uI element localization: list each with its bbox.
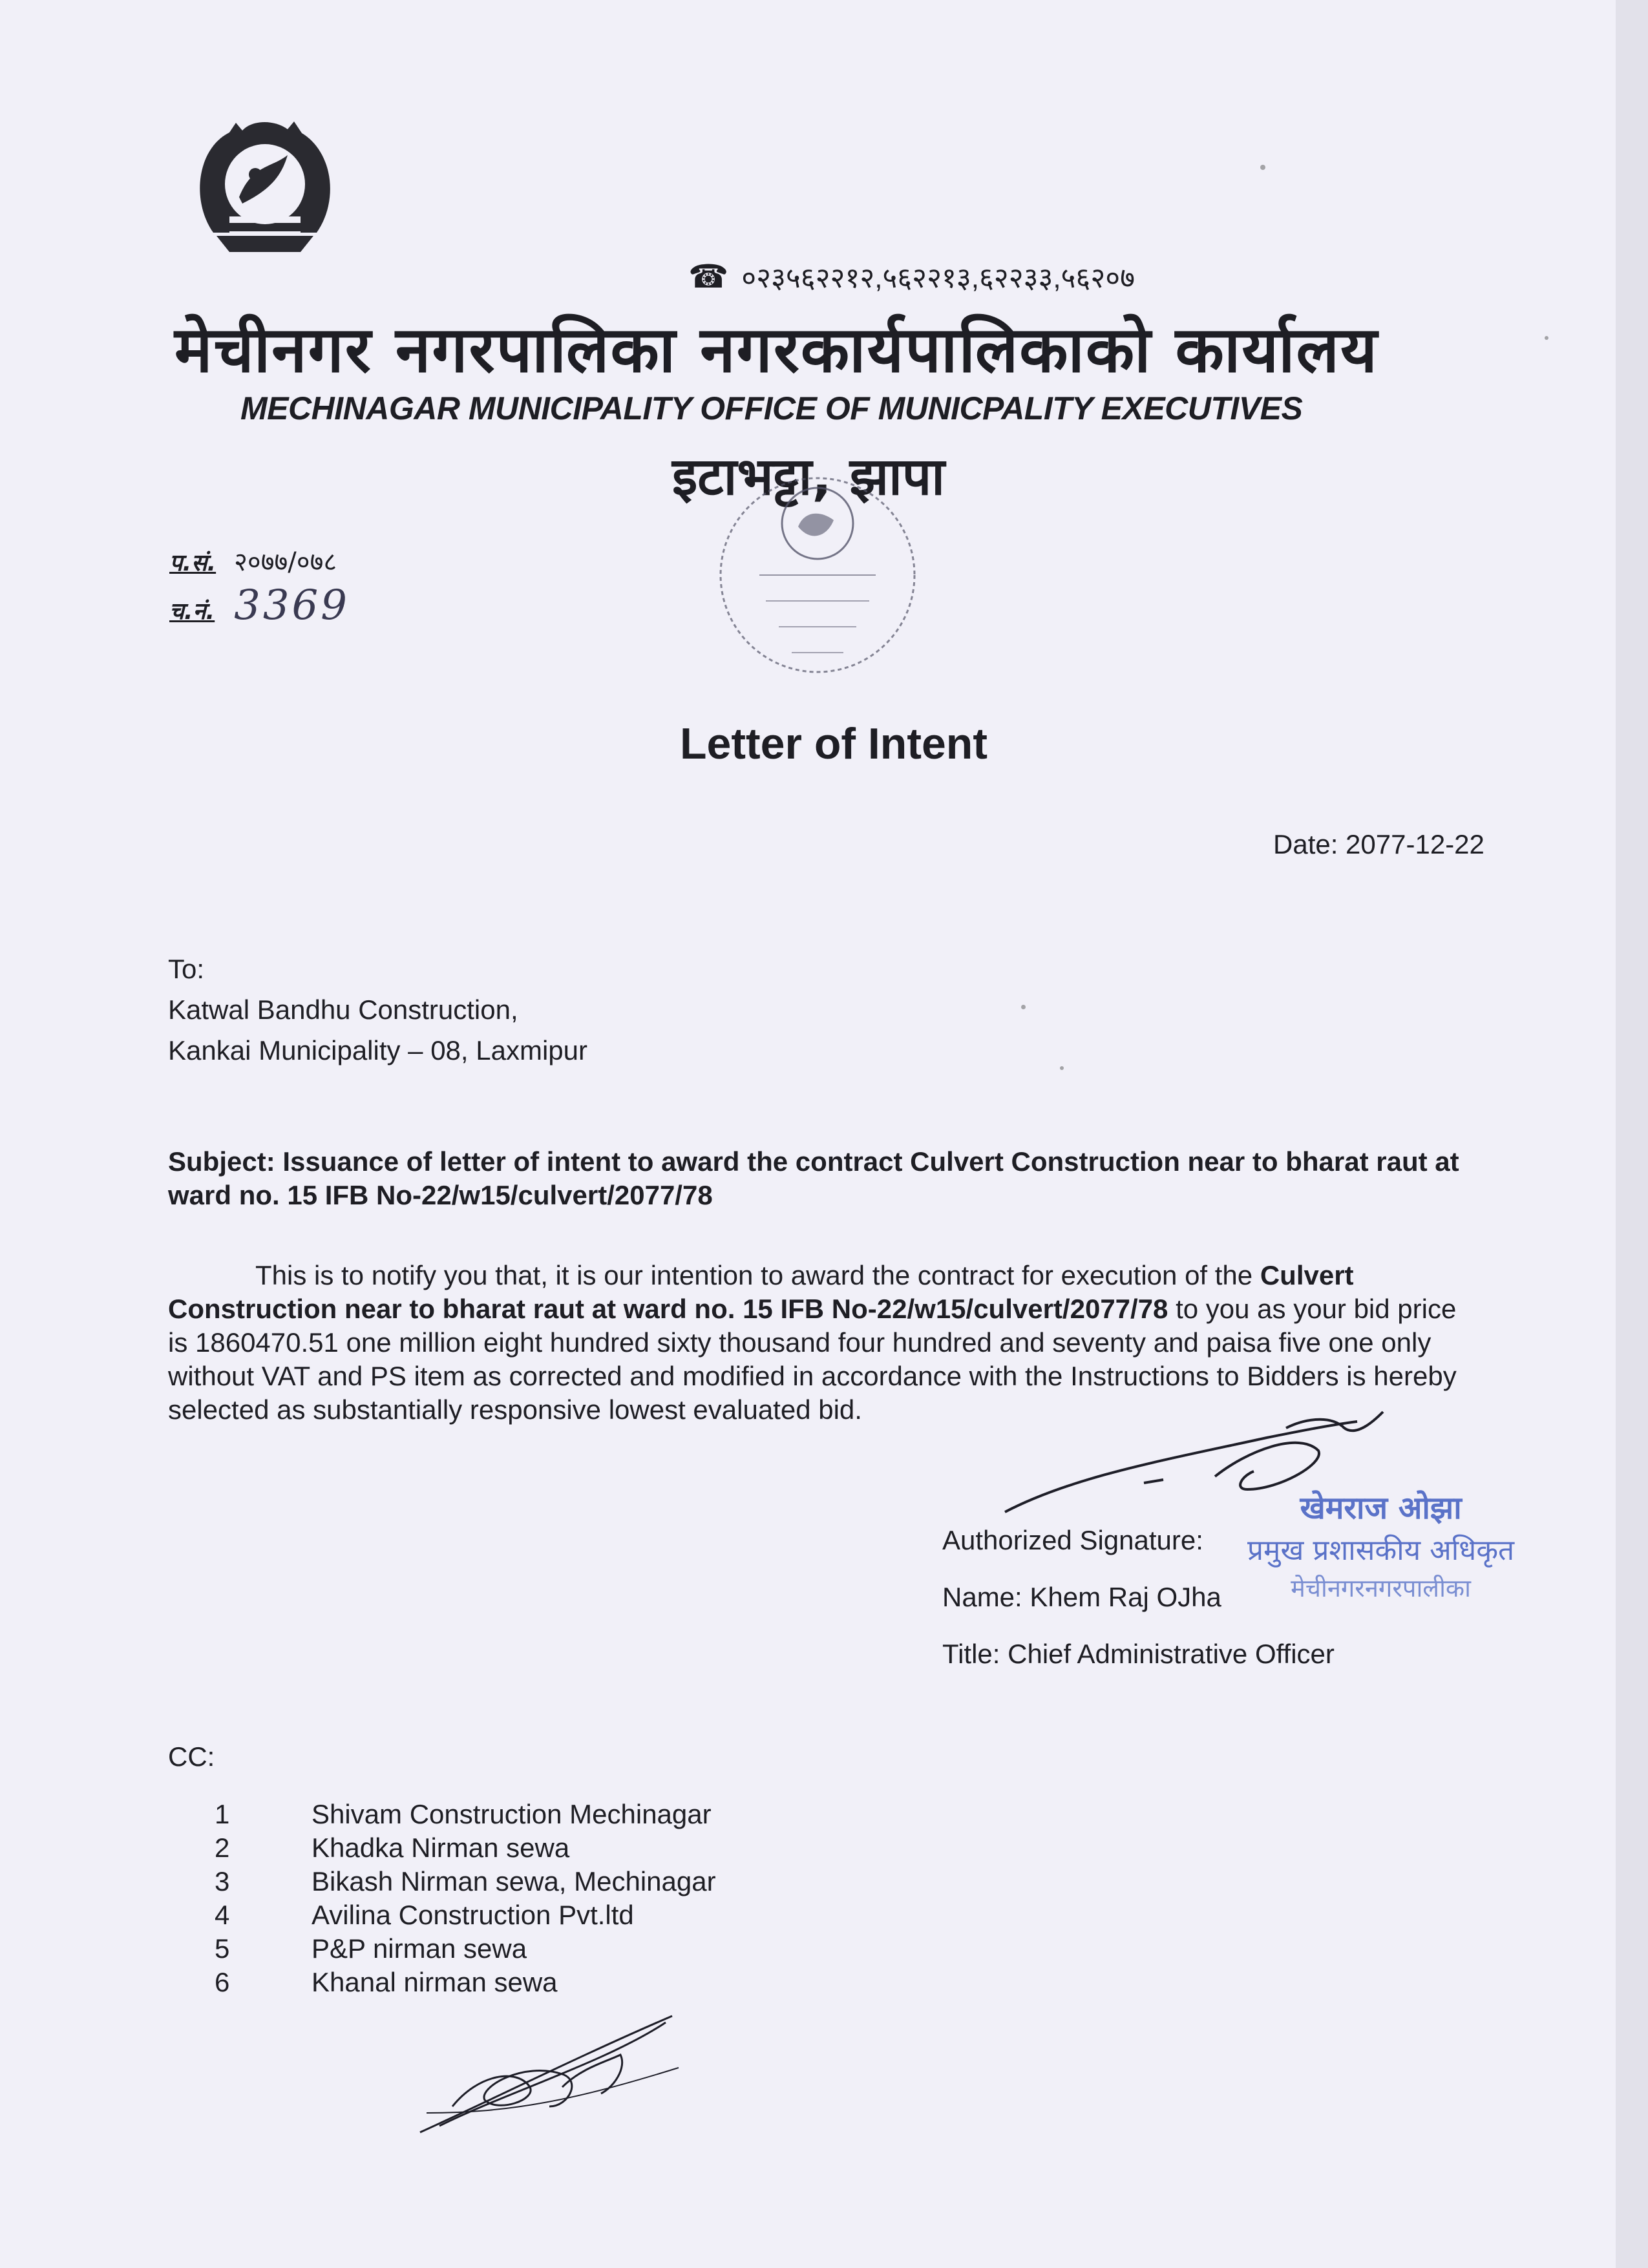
list-item <box>215 1865 716 1898</box>
to-label: To: <box>168 954 205 984</box>
cc-name: P&P nirman sewa <box>312 1933 527 1964</box>
scan-edge <box>1616 0 1648 2268</box>
scan-speck <box>1060 1066 1064 1070</box>
cc-name: Khanal nirman sewa <box>312 1967 558 1997</box>
signer-title: Title: Chief Administrative Officer <box>942 1639 1335 1669</box>
office-name-english: MECHINAGAR MUNICIPALITY OFFICE OF MUNICPALITY EXECUTIVES <box>240 390 1303 426</box>
signer-stamp-designation: प्रमुख प्रशासकीय अधिकृत <box>1247 1534 1515 1567</box>
municipality-round-seal-icon <box>708 465 927 685</box>
cc-number: 5 <box>215 1933 230 1964</box>
list-item <box>215 1898 716 1932</box>
list-item <box>215 1966 716 1999</box>
list-item <box>215 1798 716 1831</box>
scan-speck <box>1021 1005 1026 1009</box>
list-item <box>215 1831 716 1865</box>
body-part-2: to you as your bid price is 1860470.51 one million eight hundred sixty thousand four hundred and seventy and paisa five one only without VAT and PS item as corrected and modified in accordance with the Instructions to Bidders is hereby selected as substantially responsive lowest evaluated bid. <box>168 1294 1457 1425</box>
letter-date: Date: 2077-12-22 <box>1273 829 1484 859</box>
cc-name: Khadka Nirman sewa <box>312 1832 570 1863</box>
signer-stamp <box>1247 1486 1514 1604</box>
cc-number: 6 <box>215 1967 230 1997</box>
cc-name: Shivam Construction Mechinagar <box>312 1799 712 1829</box>
signer-name: Name: Khem Raj OJha <box>942 1582 1221 1612</box>
signer-stamp-office: मेचीनगरनगरपालीका <box>1291 1574 1471 1602</box>
chn-value: 3369 <box>234 582 350 629</box>
office-name-nepali: मेचीनगर नगरपालिका नगरकार्यपालिकाको कार्यालय <box>174 313 1379 387</box>
scan-speck <box>1545 336 1548 340</box>
scan-speck <box>1260 165 1265 170</box>
ps-label: प.सं. <box>169 550 217 576</box>
reference-block <box>169 543 350 629</box>
cc-label: CC: <box>168 1741 215 1772</box>
cc-list <box>215 1798 716 1999</box>
cc-number: 4 <box>215 1900 230 1930</box>
signer-stamp-name: खेमराज ओझा <box>1300 1490 1462 1526</box>
ps-value: २०७७/०७८ <box>234 547 337 577</box>
cc-number: 3 <box>215 1866 230 1896</box>
cc-number: 1 <box>215 1799 230 1829</box>
chn-label: च.नं. <box>169 598 215 625</box>
list-item <box>215 1932 716 1966</box>
body-part-1: This is to notify you that, it is our intention to award the contract for execution of the <box>255 1260 1260 1290</box>
cc-name: Avilina Construction Pvt.ltd <box>312 1900 634 1930</box>
phone-number-line <box>688 257 1135 296</box>
nepal-government-emblem-icon <box>191 103 339 258</box>
cc-name: Bikash Nirman sewa, Mechinagar <box>312 1866 716 1896</box>
body-bold-part: Culvert Construction near to bharat raut at ward no. 15 IFB No-22/w15/culvert/2077/78 <box>168 1260 1354 1324</box>
subject-line: Subject: Issuance of letter of intent to award the contract Culvert Construction near to bharat raut at ward no. 15 IFB No-22/w15/culvert/2077/78 <box>168 1146 1459 1210</box>
telephone-icon: ☎ <box>688 258 729 295</box>
ps-row <box>169 543 350 582</box>
office-address-nepali: इटाभट्टा, झापा <box>672 446 945 507</box>
authorized-signature-label: Authorized Signature: <box>942 1525 1203 1555</box>
recipient-block <box>168 949 587 1071</box>
recipient-address: Kankai Municipality – 08, Laxmipur <box>168 1035 587 1066</box>
document-title: Letter of Intent <box>680 719 988 768</box>
cc-number: 2 <box>215 1832 230 1863</box>
recipient-name: Katwal Bandhu Construction, <box>168 994 518 1025</box>
phone-numbers: ०२३५६२२१२,५६२२१३,६२२३३,५६२०७ <box>741 262 1135 294</box>
chn-row <box>169 582 350 629</box>
handwritten-initial-signature-icon <box>414 2003 685 2145</box>
